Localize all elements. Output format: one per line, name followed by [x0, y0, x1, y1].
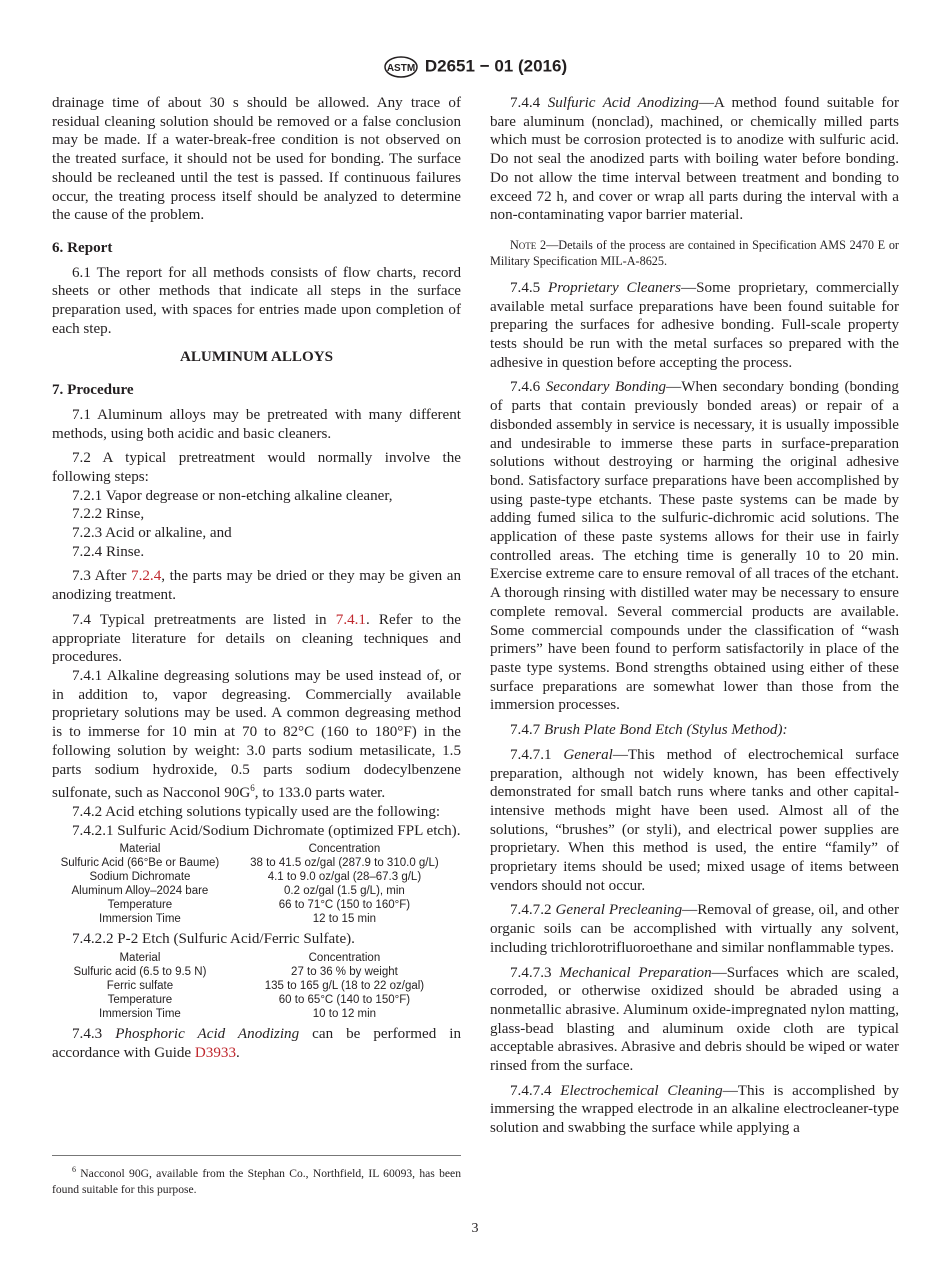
paragraph — [52, 1025, 461, 1062]
cell: 0.2 oz/gal (1.5 g/L), min — [284, 885, 405, 898]
list-item: 7.2.3 Acid or alkaline, and — [72, 525, 232, 542]
footnote-ref[interactable]: 6 — [250, 783, 255, 794]
table-row — [52, 912, 461, 926]
text: 7.4 Typical pretreatments are listed in — [72, 611, 336, 628]
astm-logo-icon — [383, 56, 419, 78]
column-header: Material — [119, 843, 161, 856]
cell: Sulfuric acid (6.5 to 9.5 N) — [73, 966, 207, 979]
text: —This is accomplished by immersing the wrapped electrode in an alkaline electrocleaner-type solution and swabbing the surface while applying a — [490, 1082, 899, 1137]
paragraph-title: General Precleaning — [555, 902, 683, 919]
cell: 38 to 41.5 oz/gal (287.9 to 310.0 g/L) — [250, 857, 439, 870]
note-text: —Details of the process are contained in Specification AMS 2470 E or Military Specification MIL-A-8625. — [490, 237, 899, 268]
text: 7.4.7.2 — [510, 902, 556, 919]
cell: 66 to 71°C (150 to 160°F) — [278, 899, 411, 912]
cell: 60 to 65°C (140 to 150°F) — [278, 994, 411, 1007]
paragraph: drainage time of about 30 s should be allowed. Any trace of residual cleaning solution should be removed or a false conclusion may be made. If a water-break-free condition is not observed on the treated surface, it should not be used for bonding. The surface should be recleaned until the test is passed. If continuous failures occur, the treating process itself should be analyzed to determine the cause of the problem. — [52, 95, 461, 224]
list-item: 7.2.4 Rinse. — [72, 543, 145, 560]
column-header: Material — [119, 952, 161, 965]
paragraph — [490, 721, 899, 740]
section-heading: 6. Report — [52, 239, 113, 256]
text: . — [236, 1044, 240, 1061]
paragraph: 7.4.2.2 P-2 Etch (Sulfuric Acid/Ferric Sulfate). — [72, 931, 355, 948]
paragraph: 7.2 A typical pretreatment would normally involve the following steps: — [52, 450, 461, 485]
table-row — [52, 870, 461, 884]
section-heading: 7. Procedure — [52, 382, 134, 399]
table-row — [52, 1007, 461, 1021]
text: 7.4.6 — [510, 379, 546, 396]
cell: 27 to 36 % by weight — [291, 966, 398, 979]
text: 7.4.7.3 — [510, 964, 560, 981]
paragraph — [52, 611, 461, 667]
paragraph — [490, 964, 899, 1076]
text: —Removal of grease, oil, and other organic soils can be accomplished with virtually any solvent, including trichlorotrifluoroethane and similar nonflammable types. — [490, 902, 899, 956]
paragraph-title: Secondary Bonding — [545, 379, 667, 396]
table-row — [52, 979, 461, 993]
text: 7.4.5 — [510, 279, 549, 296]
cell: Sodium Dichromate — [89, 871, 191, 884]
text: 7.3 After — [72, 568, 132, 585]
paragraph-title: Mechanical Preparation — [559, 964, 712, 981]
text: —Surfaces which are scaled, corroded, or otherwise oxidized should be abraded using a nonmetallic abrasive. Aluminum oxide-impregnated nylon matting, glass-bead blasting and aluminum oxide cloth are typical acceptable abrasives. Abrasive and debris should be wiped or water rinsed from the surface. — [490, 964, 900, 1075]
paragraph — [490, 746, 899, 896]
page-header — [0, 56, 950, 78]
text: , the parts may be dried or they may be given an anodizing treatment. — [52, 568, 461, 604]
table-row — [52, 965, 461, 979]
text: —This method of electrochemical surface preparation, although not widely known, has been effectively demonstrated for small batch runs where tanks and other capital-intensive methods might have been used. Almost all of the solutions, “brushes” (or styli), and electrical power supplies are proprietary. When this method is used, the entire “family” of proprietary items should be used; mixed usage of items between vendors should not occur. — [490, 746, 899, 894]
paragraph: 7.4.2 Acid etching solutions typically used are the following: — [72, 803, 441, 820]
text: —Some proprietary, commercially available metal surface preparations have been found suitable for preparing the surfaces for adhesive bonding. Full-scale property tests should be run with the metal surfaces so prepared with the adhesive in question before accepting the process. — [490, 279, 899, 371]
cell: 10 to 12 min — [312, 1008, 377, 1021]
cell: 4.1 to 9.0 oz/gal (28–67.3 g/L) — [267, 871, 422, 884]
paragraph-title: General — [563, 746, 613, 763]
section-link[interactable]: 7.4.1 — [335, 611, 366, 628]
paragraph — [490, 901, 899, 957]
cell: Immersion Time — [99, 1008, 181, 1021]
cell: 135 to 165 g/L (18 to 22 oz/gal) — [264, 980, 425, 993]
text: —When secondary bonding (bonding of parts that contain previously bonded areas) or repair of a disbonded assembly in service is necessary, it is usually impossible and undesirable to immerse these parts in surface-preparation solutions without destroying or harming the original adhesive bond. Satisfactory surface preparations have been accomplished by using paste-type etchants. These paste systems can be made by adding fumed silica to the sulfuric-dichromic acid solutions. The application of these paste systems allows for their use in fairly controlled areas. The etching time is generally 10 to 20 min. Exercise extreme care to ensure removal of all traces of the etchant. A thorough rinsing with distilled water may be necessary to ensure complete removal. Several commercial products are available. Some commercial compounds under the classification of “wash primers” have been found to perform satisfactorily in place of the paste type systems. Bond strengths obtained using either of these surface preparations are somewhat lower than those from the immersion processes. — [490, 379, 899, 714]
text: . Refer to the appropriate literature for details on cleaning techniques and procedures. — [52, 611, 461, 666]
text: 7.4.7.4 — [510, 1082, 561, 1099]
guide-link[interactable]: D3933 — [194, 1044, 236, 1061]
column-header: Concentration — [308, 843, 381, 856]
paragraph-title: Phosphoric Acid Anodizing — [115, 1026, 300, 1043]
footnote-number: 6 — [72, 1165, 76, 1174]
text: , to 133.0 parts water. — [254, 785, 386, 802]
footnote — [52, 1155, 461, 1198]
svg-text:ASTM: ASTM — [386, 63, 416, 74]
table-row — [52, 898, 461, 912]
paragraph: 7.1 Aluminum alloys may be pretreated with many different methods, using both acidic and basic cleaners. — [52, 406, 461, 442]
paragraph-title: Brush Plate Bond Etch (Stylus Method): — [543, 722, 788, 739]
paragraph: 6.1 The report for all methods consists of flow charts, record sheets or other methods that indicate all steps in the surface preparation used, with spaces for entries made upon completion of each step. — [52, 264, 461, 337]
text: 7.4.4 — [510, 95, 548, 111]
text: 7.4.7.1 — [510, 746, 564, 763]
note — [490, 237, 899, 269]
paragraph-title: Proprietary Cleaners — [548, 279, 682, 296]
cell: 12 to 15 min — [312, 913, 377, 926]
right-column — [490, 94, 899, 1144]
cell: Immersion Time — [99, 913, 181, 926]
paragraph — [490, 94, 899, 225]
text: can be performed in accordance with Guide — [52, 1026, 461, 1061]
cell: Aluminum Alloy–2024 bare — [71, 885, 209, 898]
section-link[interactable]: 7.2.4 — [131, 568, 162, 585]
paragraph — [52, 567, 461, 604]
cell: Ferric sulfate — [106, 980, 174, 993]
left-column — [52, 94, 461, 1068]
text: 7.4.3 — [72, 1026, 116, 1043]
document-designation: D2651 − 01 (2016) — [424, 56, 568, 76]
text: —A method found suitable for bare aluminum (nonclad), machined, or chemically milled parts which must be corrosion protected is to anodize with sulfuric acid. Do not seal the anodized parts with boiling water before bonding. Do not allow the time interval between treatment and bonding to exceed 72 h, and cover or wrap all parts during the interval with a non-contaminating vapor barrier material. — [490, 95, 899, 224]
table-row — [52, 884, 461, 898]
table-row — [52, 993, 461, 1007]
list-item: 7.2.2 Rinse, — [72, 506, 145, 523]
etch-table-1 — [52, 842, 461, 926]
page-number: 3 — [471, 1221, 479, 1236]
table-row — [52, 856, 461, 870]
paragraph-title: Sulfuric Acid Anodizing — [547, 95, 699, 111]
text: 7.4.7 — [510, 722, 544, 739]
cell: Temperature — [107, 994, 173, 1007]
note-label: Note 2 — [510, 237, 547, 252]
cell: Temperature — [107, 899, 173, 912]
paragraph — [490, 378, 899, 715]
text: 7.4.1 Alkaline degreasing solutions may be used instead of, or in addition to, vapor degreasing. Commercially available proprietary solutions may be used. A common degreasing method is to immerse for 10 min at 70 to 82°C (160 to 180°F) in the following solution by weight: 3.0 parts sodium metasilicate, 1.5 parts sodium hydroxide, 0.5 parts sodium dodecylbenzene sulfonate, such as Nacconol 90G — [52, 667, 461, 802]
cell: Sulfuric Acid (66°Be or Baume) — [60, 857, 220, 870]
paragraph — [52, 667, 461, 803]
list-item: 7.2.1 Vapor degrease or non-etching alkaline cleaner, — [72, 487, 393, 504]
paragraph — [490, 1082, 899, 1138]
section-heading: ALUMINUM ALLOYS — [179, 349, 334, 366]
paragraph-title: Electrochemical Cleaning — [560, 1082, 723, 1099]
etch-table-2 — [52, 951, 461, 1021]
paragraph: 7.4.2.1 Sulfuric Acid/Sodium Dichromate (optimized FPL etch). — [72, 822, 461, 839]
footnote-text: Nacconol 90G, available from the Stephan Co., Northfield, IL 60093, has been found suitable for this purpose. — [52, 1166, 461, 1196]
paragraph — [490, 279, 899, 373]
column-header: Concentration — [308, 952, 381, 965]
